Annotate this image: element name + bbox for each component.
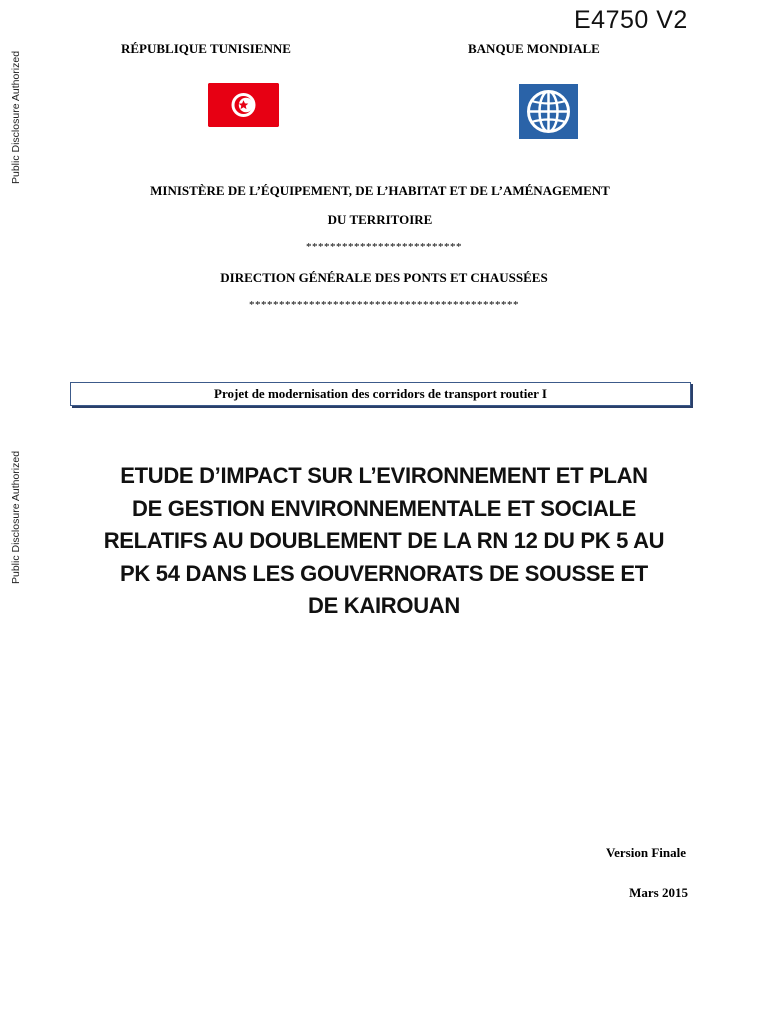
disclosure-stamp: Public Disclosure Authorized xyxy=(10,450,22,584)
direction-title: DIRECTION GÉNÉRALE DES PONTS ET CHAUSSÉES xyxy=(220,270,548,285)
document-id: E4750 V2 xyxy=(574,6,688,34)
separator-stars: ************************** xyxy=(306,241,462,253)
world-bank-logo-icon xyxy=(519,84,578,139)
title-line: ETUDE D’IMPACT SUR L’EVIRONNEMENT ET PLAN xyxy=(120,463,648,488)
project-title-box: Projet de modernisation des corridors de transport routier I xyxy=(70,382,691,406)
header-world-bank: BANQUE MONDIALE xyxy=(468,41,600,56)
tunisia-flag-icon xyxy=(208,83,279,127)
ministry-line-1: MINISTÈRE DE L’ÉQUIPEMENT, DE L’HABITAT ET DE L’AMÉNAGEMENT xyxy=(150,183,610,198)
separator-stars: ********************************************* xyxy=(249,299,519,311)
title-line: DE GESTION ENVIRONNEMENTALE ET SOCIALE xyxy=(131,495,636,521)
title-line: DE KAIROUAN xyxy=(308,593,460,618)
version-label: Version Finale xyxy=(605,845,686,860)
document-main-title xyxy=(60,460,708,623)
title-line: PK 54 DANS LES GOUVERNORATS DE SOUSSE ET xyxy=(120,560,648,586)
ministry-line-2: DU TERRITOIRE xyxy=(327,212,433,227)
title-line: RELATIFS AU DOUBLEMENT DE LA RN 12 DU PK 5 AU xyxy=(103,528,665,553)
disclosure-stamp: Public Disclosure Authorized xyxy=(10,50,22,184)
header-republic: RÉPUBLIQUE TUNISIENNE xyxy=(121,41,291,56)
date-label: Mars 2015 xyxy=(629,885,688,900)
